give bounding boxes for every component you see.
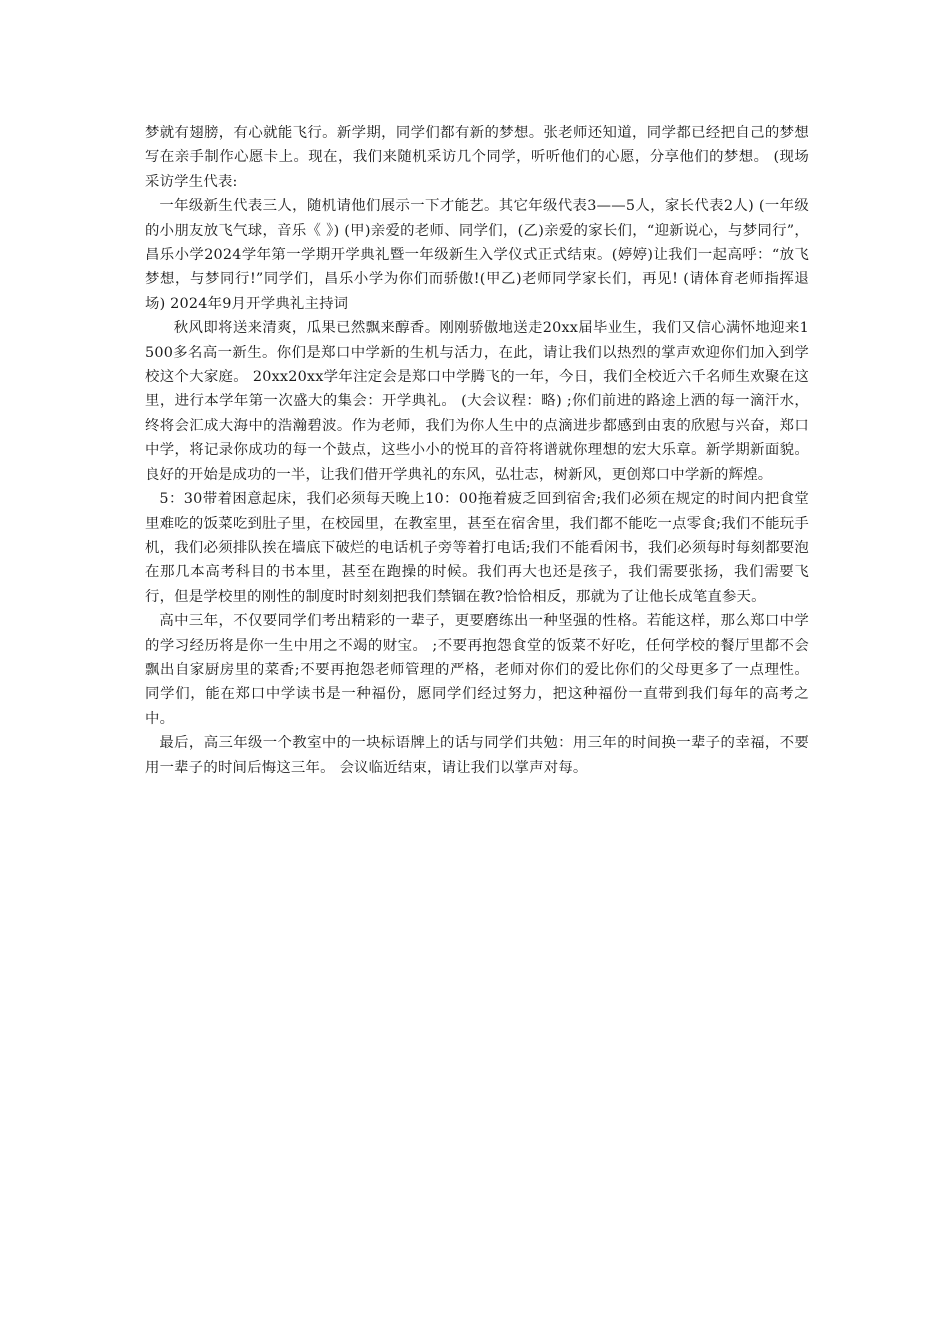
paragraph-daily-routine: 5：30带着困意起床，我们必须每天晚上10：00拖着疲乏回到宿舍;我们必须在规定的时间内把食堂里难吃的饭菜吃到肚子里，在校园里，在教室里，甚至在宿舍里，我们都不能吃一点零食;我们不能玩手机，我们必须排队挨在墙底下破烂的电话机子旁等着打电话;我们不能看闲书，我们必须每时每刻都要泡在那几本高考科目的书本里，甚至在跑操的时候。我们再大也还是孩子，我们需要张扬，我们需要飞行，但是学校里的刚性的制度时时刻刻把我们禁锢在教?恰恰相反，那就为了让他长成笔直参天。 [145, 491, 809, 605]
document-page [145, 121, 809, 780]
paragraph-final-motto: 最后，高三年级一个教室中的一块标语牌上的话与同学们共勉：用三年的时间换一辈子的幸福，不要用一辈子的时间后悔这三年。 会议临近结束，请让我们以掌声对每。 [145, 735, 809, 776]
paragraph-autumn-welcome: 秋风即将送来清爽，瓜果已然飘来醇香。刚刚骄傲地送走20xx届毕业生，我们又信心满怀地迎来1500多名高一新生。你们是郑口中学新的生机与活力，在此，请让我们以热烈的掌声欢迎你们加入到学校这个大家庭。 20xx20xx学年注定会是郑口中学腾飞的一年，今日，我们全校近六千名师生欢聚在这里，进行本学年第一次盛大的集会：开学典礼。 (大会议程：略) ;你们前进的路途上洒的每一滴汗水，终将会汇成大海中的浩瀚碧波。作为老师，我们为你人生中的点滴进步都感到由衷的欣慰与兴奋，郑口中学，将记录你成功的每一个鼓点，这些小小的悦耳的音符将谱就你理想的宏大乐章。新学期新面貌。良好的开始是成功的一半，让我们借开学典礼的东风，弘壮志，树新风，更创郑口中学新的辉煌。 [145, 320, 809, 483]
paragraph-closing-ceremony: 一年级新生代表三人，随机请他们展示一下才能艺。其它年级代表3——5人，家长代表2人) (一年级的小朋友放飞气球，音乐《 》) (甲)亲爱的老师、同学们，(乙)亲爱的家长们，“迎新说心，与梦同行”，昌乐小学2024学年第一学期开学典礼暨一年级新生入学仪式正式结束。(婷婷)让我们一起高呼：“放飞梦想，与梦同行!”同学们，昌乐小学为你们而骄傲!(甲乙)老师同学家长们，再见! (请体育老师指挥退场) 2024年9月开学典礼主持词 [145, 198, 809, 312]
paragraph-three-years: 高中三年，不仅要同学们考出精彩的一辈子，更要磨练出一种坚强的性格。若能这样，那么郑口中学的学习经历将是你一生中用之不竭的财宝。 ;不要再抱怨食堂的饭菜不好吃，任何学校的餐厅里都不会飘出自家厨房里的菜香;不要再抱怨老师管理的严格，老师对你们的爱比你们的父母更多了一点理性。 同学们，能在郑口中学读书是一种福份，愿同学们经过努力，把这种福份一直带到我们每年的高考之中。 [145, 613, 809, 727]
paragraph-dream-wings: 梦就有翅膀，有心就能飞行。新学期，同学们都有新的梦想。张老师还知道，同学都已经把自己的梦想写在亲手制作心愿卡上。现在，我们来随机采访几个同学，听听他们的心愿，分享他们的梦想。 (现场采访学生代表: [145, 125, 809, 190]
